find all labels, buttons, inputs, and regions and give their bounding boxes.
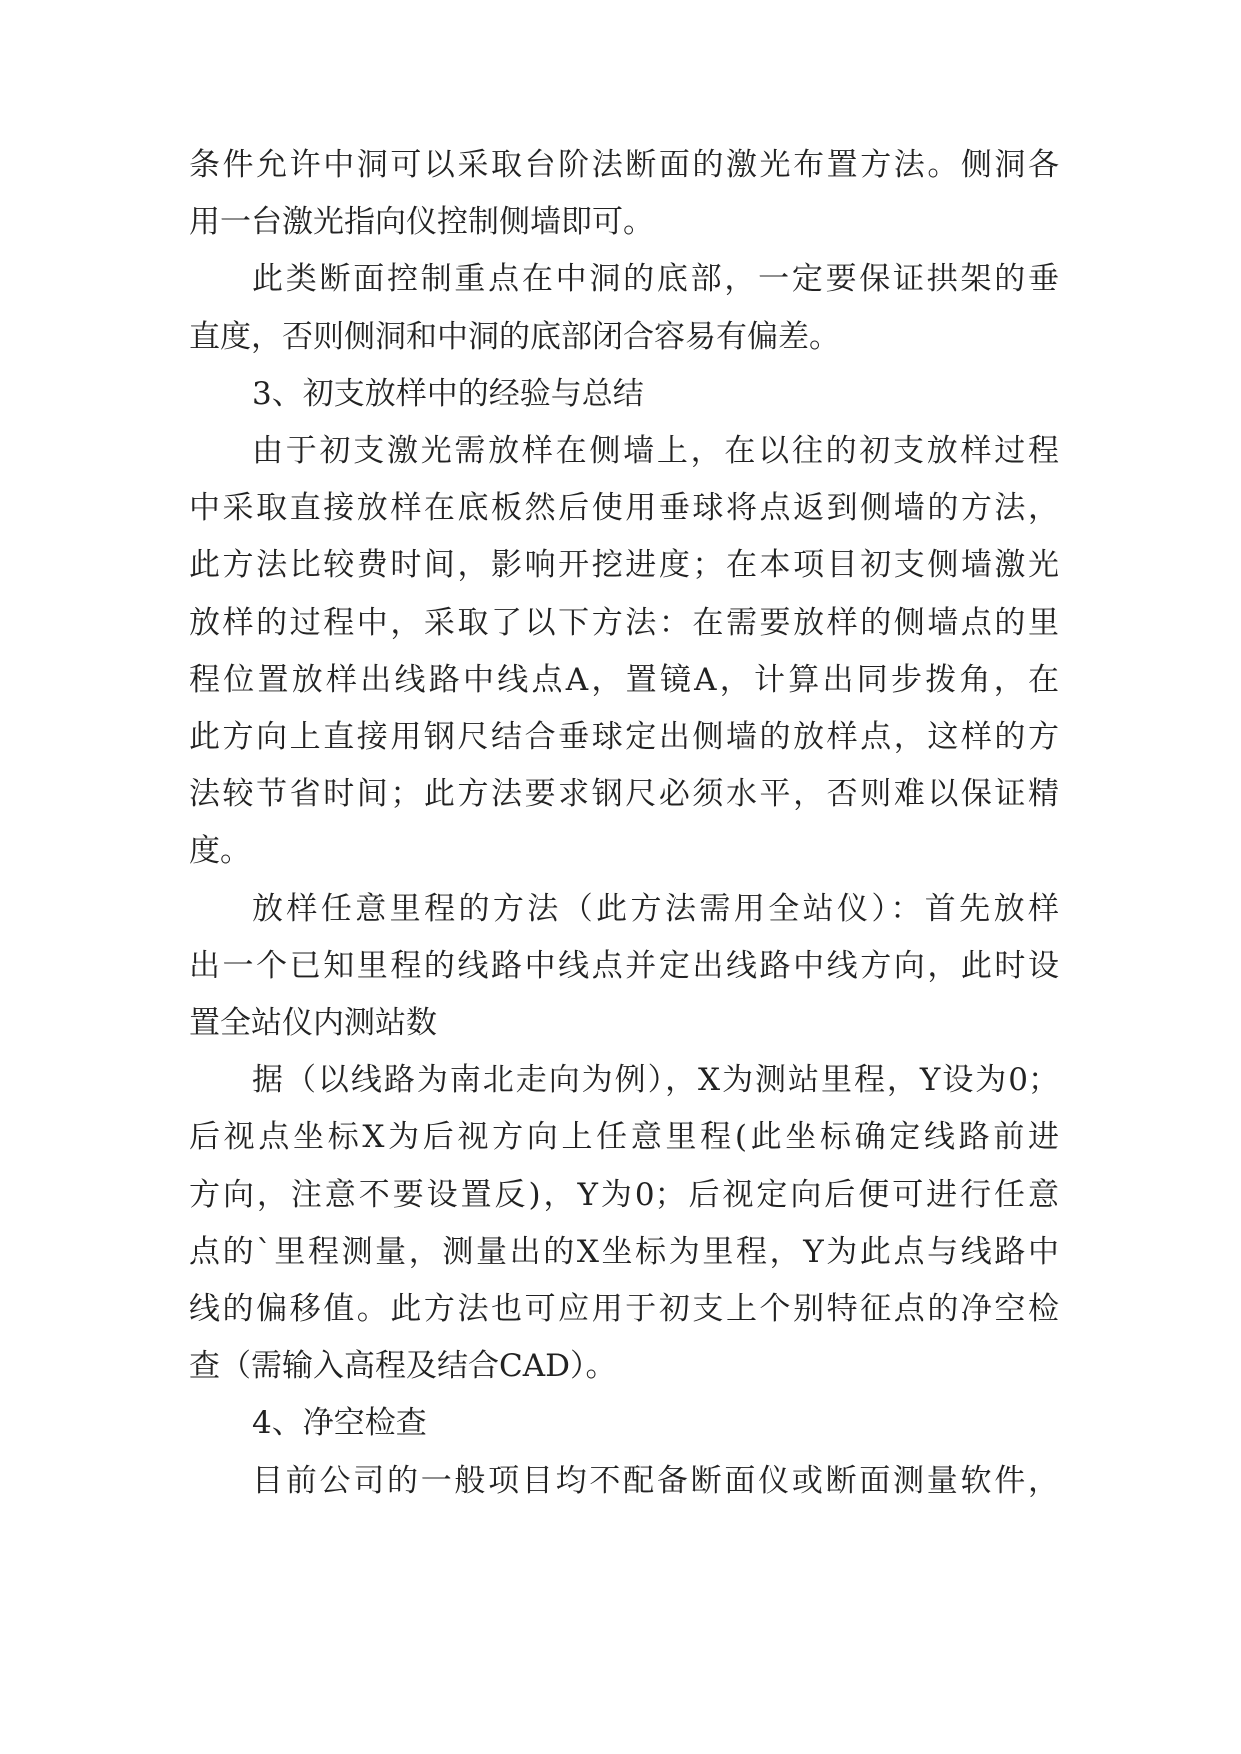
text-line: 线的偏移值。此方法也可应用于初支上个别特征点的净空检 <box>189 1291 1059 1327</box>
text-line: 此类断面控制重点在中洞的底部，一定要保证拱架的垂 <box>252 261 1059 298</box>
text-line: 放样任意里程的方法（此方法需用全站仪）：首先放样 <box>252 890 1059 927</box>
text-line: 由于初支激光需放样在侧墙上，在以往的初支放样过程 <box>252 433 1059 469</box>
text-line: 程位置放样出线路中线点A，置镜A，计算出同步拨角，在 <box>189 661 1059 698</box>
text-line: 用一台激光指向仪控制侧墙即可。 <box>189 204 654 241</box>
text-line: 查（需输入高程及结合CAD）。 <box>189 1348 617 1385</box>
text-line: 出一个已知里程的线路中线点并定出线路中线方向，此时设 <box>189 947 1059 984</box>
text-line: 3、初支放样中的经验与总结 <box>252 375 644 412</box>
text-line: 放样的过程中，采取了以下方法：在需要放样的侧墙点的里 <box>189 604 1059 641</box>
text-line: 此方法比较费时间，影响开挖进度；在本项目初支侧墙激光 <box>189 547 1059 584</box>
text-line: 置全站仪内测站数 <box>189 1005 437 1041</box>
text-line: 度。 <box>189 833 251 870</box>
text-line: 直度，否则侧洞和中洞的底部闭合容易有偏差。 <box>189 318 840 355</box>
text-line: 据（以线路为南北走向为例），X为测站里程，Y设为0； <box>252 1062 1059 1099</box>
text-line: 中采取直接放样在底板然后使用垂球将点返到侧墙的方法， <box>189 490 1059 527</box>
text-line: 方向，注意不要设置反)，Y为0；后视定向后便可进行任意 <box>189 1176 1059 1213</box>
text-line: 点的`里程测量，测量出的X坐标为里程，Y为此点与线路中 <box>189 1233 1059 1270</box>
text-line: 法较节省时间；此方法要求钢尺必须水平，否则难以保证精 <box>189 776 1059 813</box>
text-line: 条件允许中洞可以采取台阶法断面的激光布置方法。侧洞各 <box>189 147 1059 183</box>
text-line: 此方向上直接用钢尺结合垂球定出侧墙的放样点，这样的方 <box>189 719 1059 755</box>
text-line: 后视点坐标X为后视方向上任意里程(此坐标确定线路前进 <box>189 1119 1059 1156</box>
text-line: 4、净空检查 <box>252 1405 427 1442</box>
text-line: 目前公司的一般项目均不配备断面仪或断面测量软件， <box>252 1462 1059 1499</box>
